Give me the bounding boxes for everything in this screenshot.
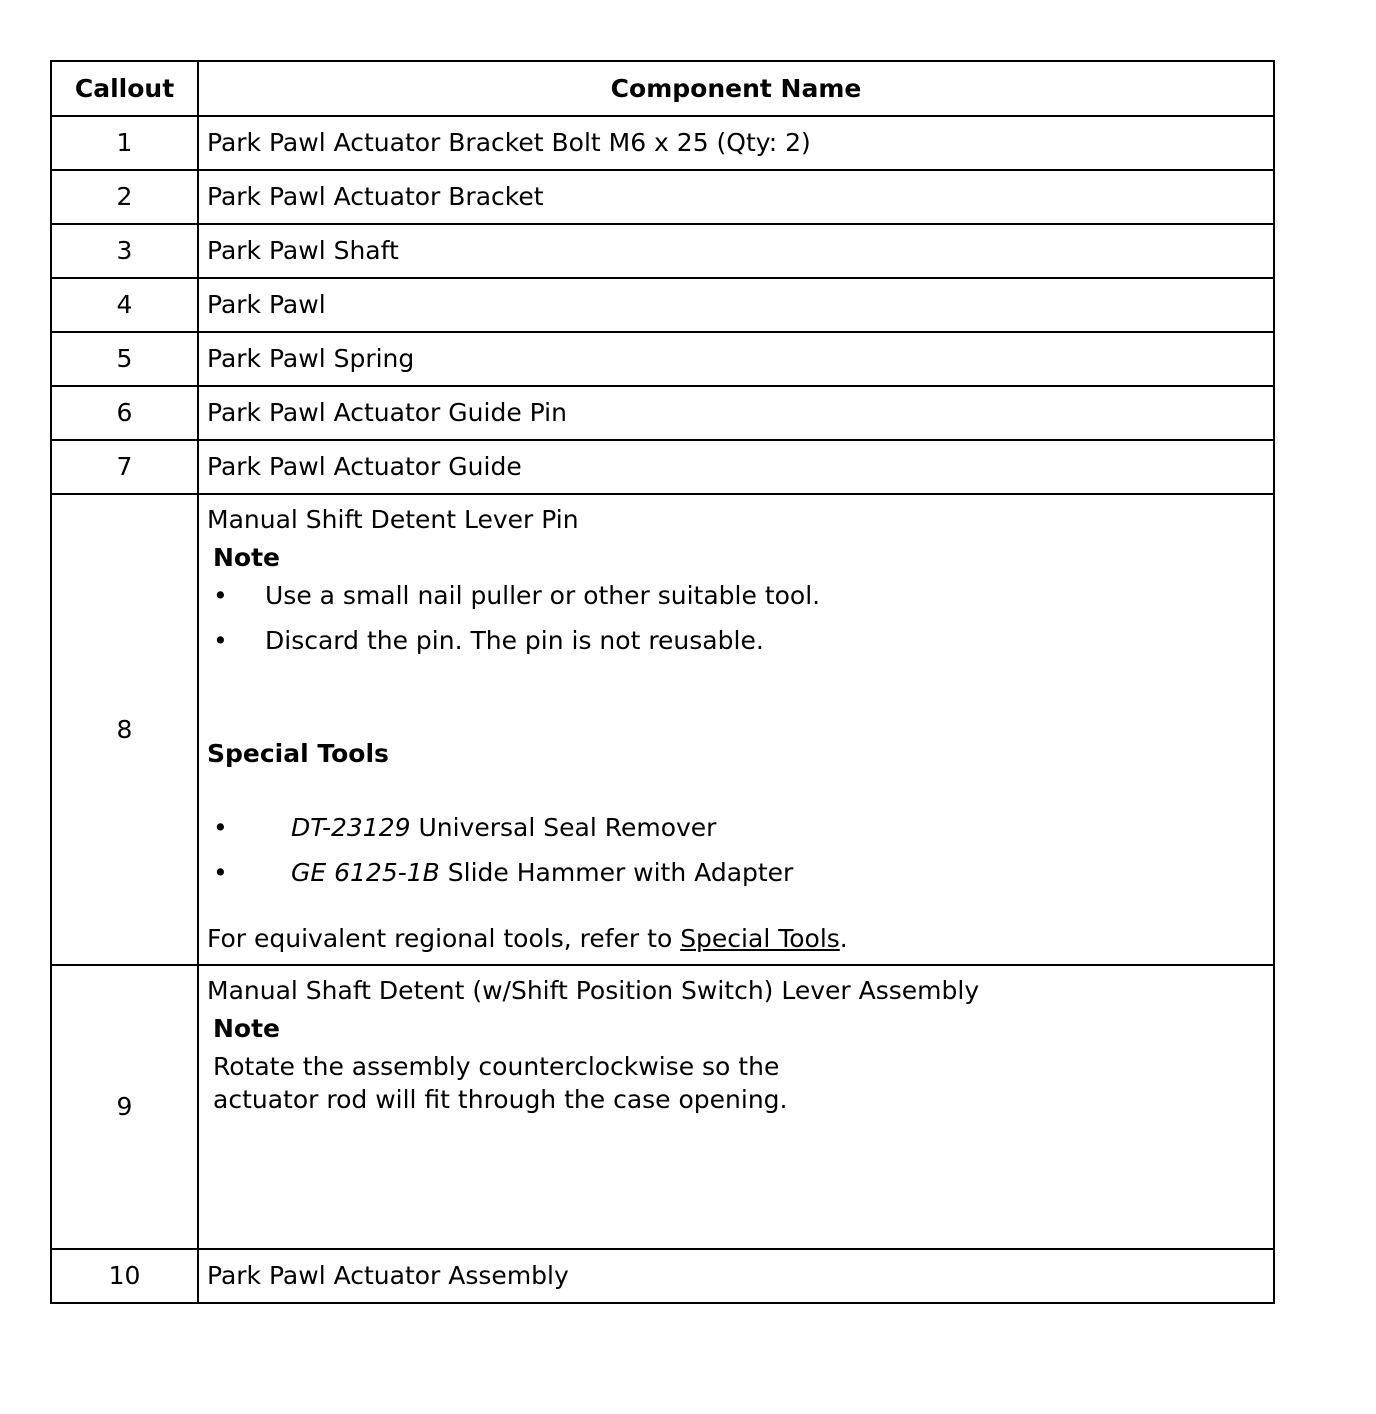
component-name: Park Pawl Actuator Guide Pin (198, 386, 1274, 440)
table-row (51, 965, 1274, 1249)
table-header-row (51, 61, 1274, 116)
callout-number: 8 (51, 494, 198, 965)
table-row (51, 224, 1274, 278)
note-text: Rotate the assembly counterclockwise so the actuator rod will fit through the case opening. (213, 1052, 788, 1114)
component-table (50, 60, 1275, 1304)
table-row (51, 278, 1274, 332)
note-heading: Note (213, 1014, 281, 1043)
tool-number: GE 6125-1B (291, 858, 440, 887)
note-text: Use a small nail puller or other suitable tool. (265, 581, 821, 610)
tool-description: Universal Seal Remover (418, 813, 717, 842)
callout-number: 9 (51, 965, 198, 1249)
callout-number: 6 (51, 386, 198, 440)
special-tools-list (207, 811, 1263, 890)
component-name: Park Pawl Actuator Bracket Bolt M6 x 25 (Qty: 2) (198, 116, 1274, 170)
note-heading: Note (213, 543, 281, 572)
component-name: Manual Shift Detent Lever Pin (207, 505, 579, 534)
list-item (207, 811, 1263, 845)
callout-column-header: Callout (51, 61, 198, 116)
callout-number: 3 (51, 224, 198, 278)
callout-number: 7 (51, 440, 198, 494)
list-item (207, 579, 835, 612)
callout-number: 10 (51, 1249, 198, 1303)
note-list (207, 579, 1263, 657)
note-text: Discard the pin. The pin is not reusable. (265, 626, 764, 655)
tool-number: DT-23129 (291, 813, 411, 842)
reference-suffix: . (839, 924, 848, 953)
table-row (51, 386, 1274, 440)
tool-description: Slide Hammer with Adapter (447, 858, 794, 887)
table-row (51, 494, 1274, 965)
component-name: Park Pawl Actuator Guide (198, 440, 1274, 494)
callout-number: 2 (51, 170, 198, 224)
bullet-icon: • (213, 581, 228, 610)
component-name: Park Pawl Shaft (198, 224, 1274, 278)
table-row (51, 1249, 1274, 1303)
reference-line (207, 922, 1263, 956)
component-name: Park Pawl Spring (198, 332, 1274, 386)
component-name: Park Pawl Actuator Bracket (198, 170, 1274, 224)
callout-number: 4 (51, 278, 198, 332)
component-detail-cell (198, 494, 1274, 965)
table-row (51, 116, 1274, 170)
component-name: Park Pawl Actuator Assembly (198, 1249, 1274, 1303)
list-item (207, 856, 1263, 890)
bullet-icon: • (213, 626, 228, 655)
component-name: Park Pawl (198, 278, 1274, 332)
reference-prefix: For equivalent regional tools, refer to (207, 924, 681, 953)
bullet-icon: • (213, 813, 228, 842)
special-tools-link[interactable]: Special Tools (680, 924, 840, 953)
table-row (51, 332, 1274, 386)
bullet-icon: • (213, 858, 228, 887)
callout-number: 1 (51, 116, 198, 170)
callout-number: 5 (51, 332, 198, 386)
special-tools-heading: Special Tools (207, 739, 389, 768)
component-name-column-header: Component Name (198, 61, 1274, 116)
list-item (207, 624, 835, 657)
table-row (51, 170, 1274, 224)
component-name: Manual Shaft Detent (w/Shift Position Switch) Lever Assembly (207, 976, 980, 1005)
component-detail-cell (198, 965, 1274, 1249)
table-row (51, 440, 1274, 494)
